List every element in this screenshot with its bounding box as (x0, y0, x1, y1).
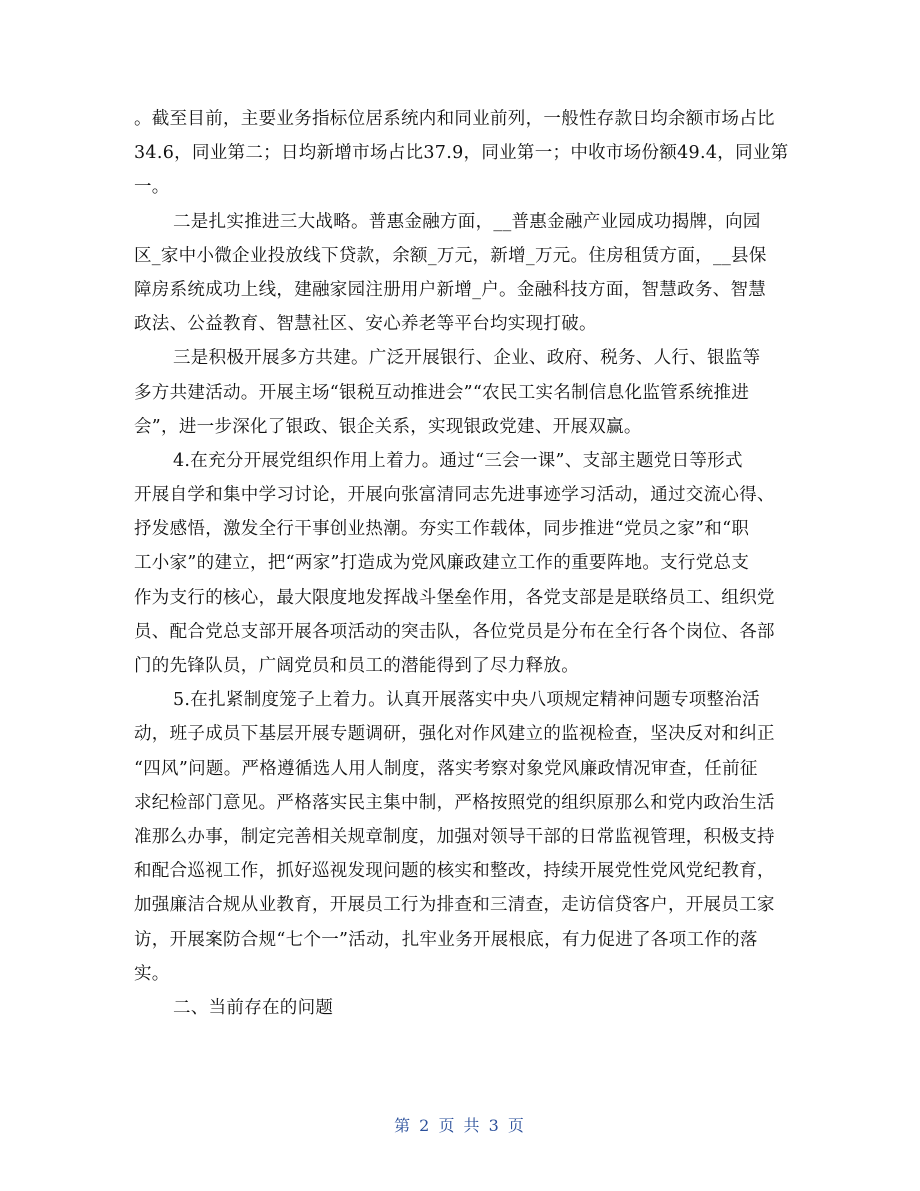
text-line: 5.在扎紧制度笼子上着力。认真开展落实中央八项规定精神问题专项整治活 (173, 690, 760, 711)
text-line: 门的先锋队员，广阔党员和员工的潜能得到了尽力释放。 (134, 656, 579, 676)
paragraph (134, 444, 794, 683)
page-number-footer: 第 2 页 共 3 页 (394, 1116, 526, 1135)
paragraph (134, 341, 794, 444)
paragraph (134, 102, 794, 205)
text-line: 实。 (134, 963, 170, 984)
text-line: 三是积极开展多方共建。广泛开展银行、企业、政府、税务、人行、银监等 (173, 348, 761, 369)
text-line: 和配合巡视工作，抓好巡视发现问题的核实和整改，持续开展党性党风党纪教育， (134, 861, 775, 882)
text-line: 政法、公益教育、智慧社区、安心养老等平台均实现打破。 (134, 314, 597, 335)
text-line: 求纪检部门意见。严格落实民主集中制，严格按照党的组织原那么和党内政治生活 (134, 792, 775, 813)
text-line: 加强廉洁合规从业教育，开展员工行为排查和三清查，走访信贷客户，开展员工家 (134, 895, 775, 916)
text-line: 作为支行的核心，最大限度地发挥战斗堡垒作用，各党支部是是联络员工、组织党 (134, 587, 775, 608)
paragraph (134, 205, 794, 342)
text-line: 动，班子成员下基层开展专题调研，强化对作风建立的监视检查，坚决反对和纠正 (134, 724, 775, 745)
text-line: 4.在充分开展党组织作用上着力。通过“三会一课”、支部主题党日等形式 (173, 450, 743, 471)
text-line: 障房系统成功上线，建融家园注册用户新增_户。金融科技方面，智慧政务、智慧 (134, 279, 767, 300)
text-line: 准那么办事，制定完善相关规章制度，加强对领导干部的日常监视管理，积极支持 (134, 826, 775, 847)
paragraph (134, 683, 794, 991)
text-line: “四风”问题。严格遵循选人用人制度，落实考察对象党风廉政情况审查，任前征 (134, 758, 758, 779)
text-line: 区_家中小微企业投放线下贷款，余额_万元，新增_万元。住房租赁方面，__县保 (134, 245, 767, 266)
text-line: 。截至目前，主要业务指标位居系统内和同业前列，一般性存款日均余额市场占比 (134, 109, 775, 129)
paragraph (134, 991, 794, 1025)
text-line: 会”，进一步深化了银政、银企关系，实现银政党建、开展双赢。 (134, 416, 642, 437)
text-line: 二是扎实推进三大战略。普惠金融方面，__普惠金融产业园成功揭牌，向园 (173, 211, 761, 232)
text-line: 访，开展案防合规“七个一”活动，扎牢业务开展根底，有力促进了各项工作的落 (134, 929, 758, 950)
text-line: 34.6，同业第二；日均新增市场占比37.9，同业第一；中收市场份额49.4，同业第 (134, 143, 789, 164)
text-line: 一。 (134, 177, 170, 198)
text-line: 二、当前存在的问题 (173, 997, 334, 1018)
text-line: 开展自学和集中学习讨论，开展向张富清同志先进事迹学习活动，通过交流心得、 (134, 485, 775, 506)
text-line: 抒发感悟，激发全行干事创业热潮。夯实工作载体，同步推进“党员之家”和“职 (134, 519, 750, 540)
text-line: 工小家”的建立，把“两家”打造成为党风廉政建立工作的重要阵地。支行党总支 (134, 553, 750, 574)
text-line: 多方共建活动。开展主场“银税互动推进会”“农民工实名制信息化监管系统推进 (134, 382, 750, 403)
document-body (134, 102, 794, 1025)
text-line: 员、配合党总支部开展各项活动的突击队，各位党员是分布在全行各个岗位、各部 (134, 621, 775, 642)
